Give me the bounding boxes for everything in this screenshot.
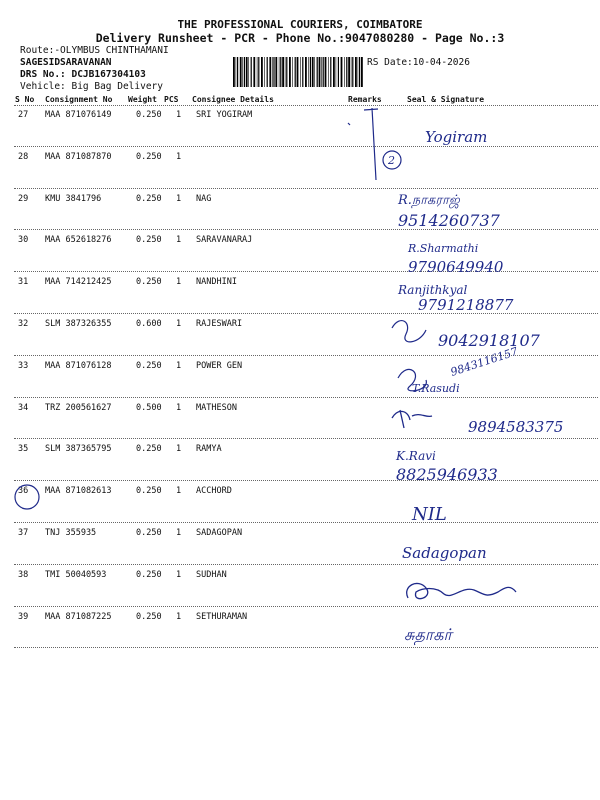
barcode-bar [280, 57, 281, 87]
barcode [233, 57, 363, 87]
row-weight: 0.250 [136, 360, 162, 371]
barcode-bar [359, 57, 360, 87]
row-sno: 31 [18, 277, 29, 288]
row-weight: 0.250 [136, 444, 162, 455]
row-weight: 0.500 [136, 402, 162, 413]
barcode-bar [267, 57, 268, 87]
barcode-bar [319, 57, 321, 87]
drs-number: DRS No.: DCJB167304103 [20, 69, 146, 80]
barcode-bar [285, 57, 286, 87]
barcode-bar [361, 57, 363, 87]
row-pcs: 1 [176, 110, 182, 120]
row-divider [14, 313, 598, 314]
barcode-bar [233, 57, 235, 87]
barcode-bar [352, 57, 353, 87]
sig-31-name: Ranjithkyal [398, 283, 468, 297]
row-weight: 0.250 [136, 528, 162, 538]
barcode-bar [244, 57, 245, 87]
barcode-bar [251, 57, 252, 87]
col-seal: Seal & Signature [407, 95, 485, 104]
row-consignment: SLM 387365795 [45, 444, 112, 455]
row-pcs: 1 [176, 611, 182, 622]
row-sno: 33 [18, 360, 29, 371]
row-divider [14, 271, 598, 272]
sig-30-phone: 9790649940 [408, 258, 504, 276]
sig-row-27: Yogiram [425, 128, 488, 146]
row-weight: 0.250 [136, 569, 162, 580]
row-consignment: TRZ 200561627 [45, 402, 112, 413]
row-consignment: MAA 871076128 [45, 360, 112, 371]
barcode-bar [305, 57, 307, 87]
barcode-bar [346, 57, 347, 87]
row-divider [14, 229, 598, 230]
col-remarks: Remarks [348, 95, 382, 104]
col-sno: S No [15, 95, 35, 104]
header-divider [14, 105, 598, 106]
row-sno: 39 [18, 611, 29, 622]
rs-date: RS Date:10-04-2026 [367, 57, 470, 68]
barcode-bar [355, 57, 357, 87]
row-divider [14, 647, 598, 648]
sig-33-name: T.Rasudi [412, 382, 460, 395]
row-consignment: SLM 387326355 [45, 319, 112, 329]
barcode-bar [308, 57, 309, 87]
barcode-bar [336, 57, 337, 87]
row-consignee: SRI YOGIRAM [196, 110, 253, 120]
agent-label: SAGESIDSARAVANAN [20, 57, 112, 68]
sig-row-36: NIL [412, 504, 447, 525]
barcode-bar [341, 57, 343, 87]
barcode-bar [264, 57, 265, 87]
row-consignment: MAA 652618276 [45, 235, 112, 246]
row-pcs: 1 [176, 235, 182, 246]
barcode-bar [275, 57, 277, 87]
barcode-bar [242, 57, 243, 87]
barcode-bar [348, 57, 350, 87]
row-sno: 35 [18, 444, 29, 455]
row-weight: 0.250 [136, 193, 162, 204]
barcode-bar [258, 57, 259, 87]
row-divider [14, 146, 598, 147]
col-consignment: Consignment No [45, 95, 113, 104]
row-consignment: MAA 871087225 [45, 611, 112, 622]
row-pcs: 1 [176, 319, 182, 329]
barcode-bar [253, 57, 255, 87]
sig-31-phone: 9791218877 [418, 296, 514, 314]
barcode-bar [328, 57, 329, 87]
barcode-bar [321, 57, 322, 87]
barcode-bar [300, 57, 301, 87]
row-weight: 0.250 [136, 151, 162, 162]
row-consignee: SARAVANARAJ [196, 235, 253, 246]
row-divider [14, 355, 598, 356]
barcode-bar [286, 57, 287, 87]
barcode-bar [310, 57, 311, 87]
barcode-bar [325, 57, 327, 87]
barcode-bar [279, 57, 280, 87]
row-consignee: SADAGOPAN [196, 528, 243, 538]
col-consignee: Consignee Details [192, 95, 274, 104]
row-sno: 36 [18, 486, 29, 497]
row-pcs: 1 [176, 193, 182, 204]
barcode-bar [358, 57, 359, 87]
row-weight: 0.250 [136, 235, 162, 246]
row-consignee: NANDHINI [196, 277, 237, 288]
row-consignment: KMU 3841796 [45, 193, 102, 204]
row-consignment: TNJ 355935 [45, 528, 97, 538]
barcode-bar [236, 57, 237, 87]
barcode-bar [240, 57, 242, 87]
row-divider [14, 438, 598, 439]
col-pcs: PCS [164, 95, 179, 104]
barcode-bar [248, 57, 249, 87]
row-consignee: NAG [196, 193, 212, 204]
barcode-bar [246, 57, 248, 87]
sig-33-phone: 9843116157 [448, 344, 520, 379]
barcode-bar [317, 57, 318, 87]
row-divider [14, 522, 598, 523]
row-consignee: SETHURAMAN [196, 611, 248, 622]
sig-32-phone: 9042918107 [438, 331, 540, 350]
row-divider [14, 480, 598, 481]
barcode-bar [295, 57, 296, 87]
row-pcs: 1 [176, 360, 182, 371]
row-sno: 27 [18, 110, 29, 120]
row-divider [14, 397, 598, 398]
barcode-bar [257, 57, 258, 87]
barcode-bar [273, 57, 274, 87]
row-sno: 30 [18, 235, 29, 246]
row-sno: 34 [18, 402, 29, 413]
row-consignment: MAA 714212425 [45, 277, 112, 288]
sig-28-mark: 2 [388, 154, 395, 167]
sig-29-phone: 9514260737 [398, 211, 500, 230]
row-pcs: 1 [176, 277, 182, 288]
barcode-bar [323, 57, 324, 87]
sig-35-phone: 8825946933 [396, 465, 498, 484]
barcode-bar [261, 57, 263, 87]
row-sno: 32 [18, 319, 29, 329]
barcode-bar [338, 57, 339, 87]
row-consignment: MAA 871082613 [45, 486, 112, 497]
sig-row-37: Sadagopan [402, 544, 487, 562]
row-sno: 38 [18, 569, 29, 580]
sig-29-name: R.நாகராஜ் [398, 193, 460, 208]
barcode-bar [297, 57, 299, 87]
barcode-bar [351, 57, 352, 87]
col-weight: Weight [128, 95, 157, 104]
row-consignee: MATHESON [196, 402, 237, 413]
row-sno: 29 [18, 193, 29, 204]
barcode-bar [344, 57, 345, 87]
row-weight: 0.600 [136, 319, 162, 329]
vehicle-label: Vehicle: Big Bag Delivery [20, 81, 163, 92]
barcode-bar [272, 57, 273, 87]
row-consignment: MAA 871076149 [45, 110, 112, 120]
barcode-bar [330, 57, 331, 87]
route-label: Route:-OLYMBUS CHINTHAMANI [20, 45, 169, 56]
row-sno: 37 [18, 528, 29, 538]
barcode-bar [312, 57, 314, 87]
row-sno: 28 [18, 151, 29, 162]
row-consignee: RAMYA [196, 444, 222, 455]
row-pcs: 1 [176, 486, 182, 497]
row-weight: 0.250 [136, 110, 162, 120]
sig-row-39: சுதாகர் [404, 625, 452, 644]
row-divider [14, 606, 598, 607]
row-pcs: 1 [176, 402, 182, 413]
row-consignment: MAA 871087870 [45, 151, 112, 162]
row-pcs: 1 [176, 444, 182, 455]
sig-35-name: K.Ravi [396, 449, 436, 463]
barcode-bar [269, 57, 271, 87]
row-weight: 0.250 [136, 277, 162, 288]
barcode-bar [237, 57, 238, 87]
barcode-bar [314, 57, 315, 87]
sig-34-phone: 9894583375 [468, 418, 564, 436]
barcode-bar [282, 57, 284, 87]
row-divider [14, 564, 598, 565]
barcode-bar [302, 57, 303, 87]
row-consignee: POWER GEN [196, 360, 243, 371]
row-consignee: ACCHORD [196, 486, 232, 497]
runsheet-title: Delivery Runsheet - PCR - Phone No.:9047080280 - Page No.:3 [95, 31, 505, 45]
row-consignment: TMI 50040593 [45, 569, 107, 580]
row-weight: 0.250 [136, 486, 162, 497]
row-pcs: 1 [176, 151, 182, 162]
row-consignee: RAJESWARI [196, 319, 243, 329]
row-pcs: 1 [176, 528, 182, 538]
row-divider [14, 188, 598, 189]
company-name: THE PROFESSIONAL COURIERS, COIMBATORE [177, 18, 423, 31]
row-weight: 0.250 [136, 611, 162, 622]
row-pcs: 1 [176, 569, 182, 580]
sig-30-name: R.Sharmathi [408, 242, 479, 255]
row-consignee: SUDHAN [196, 569, 227, 580]
barcode-bar [333, 57, 335, 87]
barcode-bar [289, 57, 291, 87]
barcode-bar [292, 57, 293, 87]
